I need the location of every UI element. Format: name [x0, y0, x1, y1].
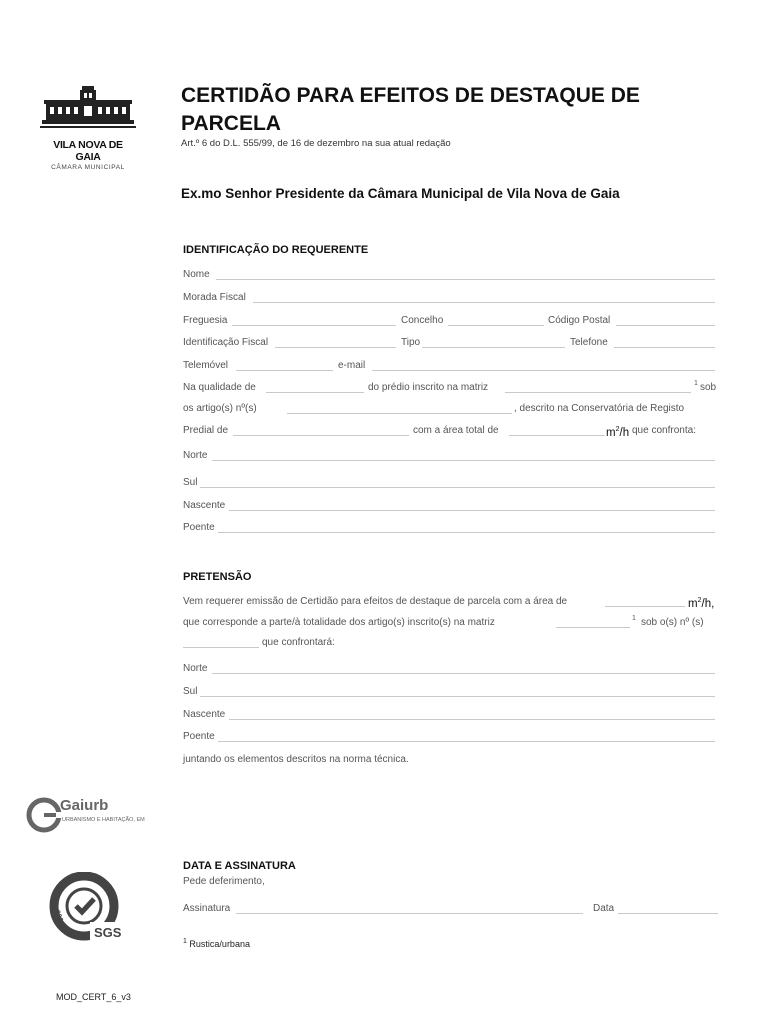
freguesia-field[interactable] — [232, 325, 396, 326]
gaiurb-name: Gaiurb — [60, 797, 109, 814]
qualidade-field[interactable] — [266, 392, 364, 393]
juntando-text: juntando os elementos descritos na norma técnica. — [183, 754, 409, 765]
email-field[interactable] — [372, 370, 715, 371]
footnote-marker-2: 1 — [632, 615, 636, 622]
footnote-marker-1: 1 — [694, 380, 698, 387]
nome-label: Nome — [183, 269, 210, 280]
identificacao-heading: IDENTIFICAÇÃO DO REQUERENTE — [183, 244, 369, 256]
concelho-label: Concelho — [401, 315, 444, 326]
artigo-field[interactable] — [287, 413, 512, 414]
codigo-postal-field[interactable] — [616, 325, 715, 326]
legal-reference: Art.º 6 do D.L. 555/99, de 16 de dezembro na sua atual redação — [181, 138, 451, 149]
matriz-field[interactable] — [505, 392, 691, 393]
pretensao-nascente-label: Nascente — [183, 709, 226, 720]
sul-label: Sul — [183, 477, 198, 488]
descrito-label: , descrito na Conservatória de Registo — [514, 403, 685, 414]
pretensao-area-unit: $m^2/h$, — [688, 597, 715, 610]
pretensao-norte-field[interactable] — [212, 673, 715, 674]
pretensao-matriz-field[interactable] — [556, 627, 630, 628]
sul-field[interactable] — [200, 487, 715, 488]
nascente-label: Nascente — [183, 500, 226, 511]
pretensao-nascente-field[interactable] — [229, 719, 715, 720]
confronta-label: que confronta: — [632, 425, 696, 436]
qualidade-label: Na qualidade de — [183, 382, 256, 393]
nome-field[interactable] — [216, 279, 715, 280]
city-hall-logo — [40, 84, 136, 171]
city-subtitle: CÂMARA MUNICIPAL — [51, 164, 125, 171]
tipo-label: Tipo — [401, 337, 421, 348]
sob-nos-label: sob o(s) nº (s) — [641, 617, 704, 628]
sgs-label: SGS — [94, 925, 122, 940]
area-total-label: com a área total de — [413, 425, 499, 436]
sob-label: sob — [700, 382, 717, 393]
data-field[interactable] — [618, 913, 718, 914]
gaiurb-logo — [26, 797, 156, 833]
artigo-label: os artigo(s) nº(s) — [183, 403, 257, 414]
form-code: MOD_CERT_6_v3 — [56, 992, 131, 1002]
pretensao-sul-field[interactable] — [200, 696, 715, 697]
pretensao-heading: PRETENSÃO — [183, 571, 252, 583]
city-hall-building-icon — [40, 84, 136, 132]
telemovel-label: Telemóvel — [183, 360, 229, 371]
morada-label: Morada Fiscal — [183, 292, 246, 303]
gaiurb-tagline: URBANISMO E HABITAÇÃO, EM — [62, 817, 145, 823]
telefone-field[interactable] — [614, 347, 715, 348]
data-label: Data — [593, 903, 615, 914]
id-fiscal-label: Identificação Fiscal — [183, 337, 269, 348]
assinatura-heading: DATA E ASSINATURA — [183, 860, 296, 872]
telefone-label: Telefone — [570, 337, 608, 348]
freguesia-label: Freguesia — [183, 315, 228, 326]
predial-field[interactable] — [233, 435, 409, 436]
document-title: CERTIDÃO PARA EFEITOS DE DESTAQUE DE PARCELA — [181, 84, 640, 135]
assinatura-field[interactable] — [236, 913, 583, 914]
footnote: $^1$ Rustica/urbana — [183, 938, 250, 949]
tipo-field[interactable] — [422, 347, 565, 348]
area-field[interactable] — [509, 435, 605, 436]
city-name: VILA NOVA DE GAIA — [53, 139, 123, 163]
pretensao-poente-label: Poente — [183, 731, 215, 742]
telemovel-field[interactable] — [236, 370, 333, 371]
confrontara-label: que confrontará: — [262, 637, 335, 648]
addressee: Ex.mo Senhor Presidente da Câmara Municipal de Vila Nova de Gaia — [181, 186, 620, 201]
predial-label: Predial de — [183, 425, 229, 436]
iso-label: ISO 9001 — [48, 896, 66, 927]
poente-label: Poente — [183, 522, 215, 533]
pretensao-sul-label: Sul — [183, 686, 198, 697]
pretensao-poente-field[interactable] — [218, 741, 715, 742]
assinatura-label: Assinatura — [183, 903, 231, 914]
gaiurb-mark-icon — [26, 797, 62, 833]
predio-inscrito-label: do prédio inscrito na matriz — [368, 382, 489, 393]
nascente-field[interactable] — [229, 510, 715, 511]
norte-label: Norte — [183, 450, 208, 461]
norte-field[interactable] — [212, 460, 715, 461]
email-label: e-mail — [338, 360, 366, 371]
pretensao-nos-field[interactable] — [183, 647, 259, 648]
area-unit: $m^2/h$ — [606, 426, 630, 439]
id-fiscal-field[interactable] — [275, 347, 396, 348]
morada-field[interactable] — [253, 302, 715, 303]
pretensao-area-field[interactable] — [605, 606, 685, 607]
deferimento-text: Pede deferimento, — [183, 876, 265, 887]
certification-seal — [40, 872, 130, 944]
pretensao-norte-label: Norte — [183, 663, 208, 674]
pretensao-line1: Vem requerer emissão de Certidão para efeitos de destaque de parcela com a área de — [183, 596, 568, 607]
codigo-postal-label: Código Postal — [548, 315, 611, 326]
pretensao-line2: que corresponde a parte/à totalidade dos artigo(s) inscrito(s) na matriz — [183, 617, 495, 628]
poente-field[interactable] — [218, 532, 715, 533]
concelho-field[interactable] — [448, 325, 544, 326]
